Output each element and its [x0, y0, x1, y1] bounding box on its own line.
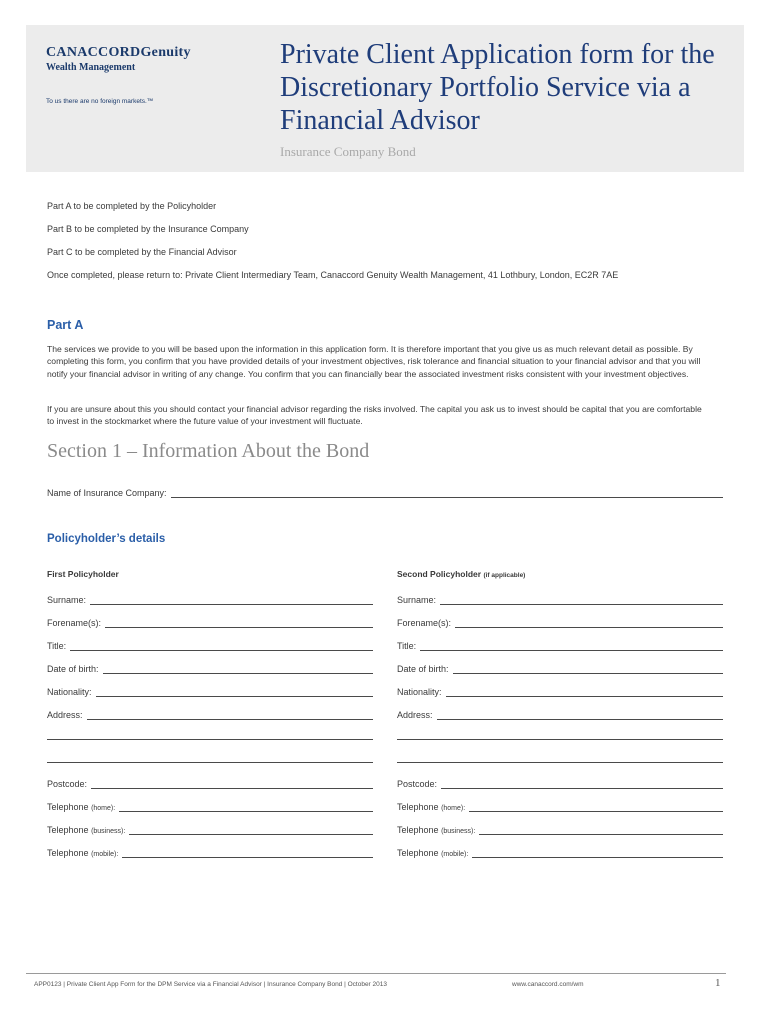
second-telephone-home-field[interactable] [397, 798, 723, 812]
intro-line-part-c: Part C to be completed by the Financial Advisor [47, 247, 237, 257]
second-postcode-input-line[interactable] [441, 778, 723, 789]
second-postcode-label: Postcode: [397, 779, 438, 789]
first-dob-input-line[interactable] [103, 663, 373, 674]
first-address-label: Address: [47, 710, 83, 720]
business-label: (business): [441, 828, 476, 835]
telephone-label: Telephone [47, 802, 89, 812]
first-title-field[interactable] [47, 637, 373, 651]
second-address-input-line-3[interactable] [397, 762, 723, 763]
second-forenames-label: Forename(s): [397, 618, 452, 628]
part-a-heading: Part A [47, 318, 84, 332]
home-label: (home): [441, 805, 466, 812]
telephone-label: Telephone [397, 848, 439, 858]
first-telephone-business-field[interactable] [47, 821, 373, 835]
first-surname-input-line[interactable] [90, 594, 373, 605]
second-title-label: Title: [397, 641, 417, 651]
logo-brand-genuity: Genuity [140, 45, 191, 60]
second-surname-input-line[interactable] [440, 594, 723, 605]
second-nationality-label: Nationality: [397, 687, 442, 697]
telephone-label: Telephone [397, 802, 439, 812]
first-telephone-business-input-line[interactable] [129, 824, 373, 835]
telephone-label: Telephone [47, 848, 89, 858]
first-postcode-label: Postcode: [47, 779, 88, 789]
first-surname-label: Surname: [47, 595, 87, 605]
first-address-input-line-3[interactable] [47, 762, 373, 763]
first-dob-field[interactable] [47, 660, 373, 674]
tagline: To us there are no foreign markets.™ [46, 98, 154, 105]
second-forenames-input-line[interactable] [455, 617, 723, 628]
first-address-input-line-1[interactable] [87, 709, 373, 720]
mobile-label: (mobile): [441, 851, 469, 858]
second-postcode-field[interactable] [397, 775, 723, 789]
first-dob-label: Date of birth: [47, 664, 99, 674]
logo-brand-name: CANACCORD [46, 45, 141, 60]
second-title-input-line[interactable] [420, 640, 723, 651]
second-nationality-field[interactable] [397, 683, 723, 697]
page-number: 1 [715, 977, 721, 989]
first-forenames-label: Forename(s): [47, 618, 102, 628]
second-address-input-line-1[interactable] [437, 709, 723, 720]
second-telephone-home-input-line[interactable] [469, 801, 723, 812]
second-dob-field[interactable] [397, 660, 723, 674]
first-telephone-home-field[interactable] [47, 798, 373, 812]
footer-divider [26, 973, 726, 974]
first-telephone-home-input-line[interactable] [119, 801, 373, 812]
first-telephone-mobile-field[interactable] [47, 844, 373, 858]
insurance-company-field[interactable] [47, 484, 723, 498]
first-forenames-field[interactable] [47, 614, 373, 628]
first-forenames-input-line[interactable] [105, 617, 373, 628]
part-a-paragraph-2: If you are unsure about this you should contact your financial advisor regarding the risks involved. The capital you ask us to invest should be capital that you are comfortable to invest in the stockmarket where the future value of your investment will fluctuate. [47, 404, 702, 427]
company-logo [46, 45, 191, 73]
first-address-input-line-2[interactable] [47, 739, 373, 740]
part-a-paragraph-1: The services we provide to you will be based upon the information in this application form. It is therefore important that you give us as much relevant detail as possible. By completing this form, you confirm that you have provided details of your investment objectives, risk tolerance and financial situation to your financial advisor and that you will notify your financial advisor in writing of any change. You confirm that you can financially bear the associated investment risks consistent with your investment objectives. [47, 344, 701, 379]
second-policyholder-heading [397, 569, 525, 579]
second-address-field[interactable] [397, 706, 723, 720]
business-label: (business): [91, 828, 126, 835]
insurance-company-label: Name of Insurance Company: [47, 488, 167, 498]
first-surname-field[interactable] [47, 591, 373, 605]
intro-line-part-b: Part B to be completed by the Insurance Company [47, 224, 249, 234]
second-telephone-mobile-input-line[interactable] [472, 847, 723, 858]
first-nationality-label: Nationality: [47, 687, 92, 697]
first-title-input-line[interactable] [70, 640, 373, 651]
header-banner [26, 25, 744, 172]
first-postcode-field[interactable] [47, 775, 373, 789]
insurance-company-input-line[interactable] [171, 487, 723, 498]
home-label: (home): [91, 805, 116, 812]
second-address-input-line-2[interactable] [397, 739, 723, 740]
intro-line-return-address: Once completed, please return to: Private Client Intermediary Team, Canaccord Genuity Wealth Management, 41 Lothbury, London, EC2R 7AE [47, 270, 619, 280]
first-telephone-mobile-input-line[interactable] [122, 847, 373, 858]
first-postcode-input-line[interactable] [91, 778, 373, 789]
telephone-label: Telephone [47, 825, 89, 835]
logo-subtitle: Wealth Management [46, 62, 136, 73]
second-nationality-input-line[interactable] [446, 686, 723, 697]
footer-document-reference: APP0123 | Private Client App Form for the DPM Service via a Financial Advisor | Insurance Company Bond | October 2013 [34, 981, 387, 988]
second-forenames-field[interactable] [397, 614, 723, 628]
form-subtitle: Insurance Company Bond [280, 144, 416, 159]
intro-line-part-a: Part A to be completed by the Policyholder [47, 201, 217, 211]
first-nationality-input-line[interactable] [96, 686, 373, 697]
second-telephone-mobile-field[interactable] [397, 844, 723, 858]
second-title-field[interactable] [397, 637, 723, 651]
first-nationality-field[interactable] [47, 683, 373, 697]
second-surname-label: Surname: [397, 595, 437, 605]
second-dob-label: Date of birth: [397, 664, 449, 674]
second-telephone-business-input-line[interactable] [479, 824, 723, 835]
second-address-label: Address: [397, 710, 433, 720]
first-title-label: Title: [47, 641, 67, 651]
second-telephone-business-field[interactable] [397, 821, 723, 835]
mobile-label: (mobile): [91, 851, 119, 858]
second-policyholder-label: Second Policyholder [397, 569, 482, 579]
first-address-field[interactable] [47, 706, 373, 720]
policyholder-details-heading: Policyholder’s details [47, 533, 166, 545]
intro-instructions [47, 201, 618, 293]
section-1-heading: Section 1 – Information About the Bond [47, 440, 370, 462]
first-policyholder-heading: First Policyholder [47, 569, 119, 579]
second-dob-input-line[interactable] [453, 663, 723, 674]
second-surname-field[interactable] [397, 591, 723, 605]
second-policyholder-note: (if applicable) [483, 572, 526, 579]
footer-url: www.canaccord.com/wm [512, 981, 584, 988]
telephone-label: Telephone [397, 825, 439, 835]
form-title: Private Client Application form for the Discretionary Portfolio Service via a Financial Advisor [280, 39, 715, 136]
